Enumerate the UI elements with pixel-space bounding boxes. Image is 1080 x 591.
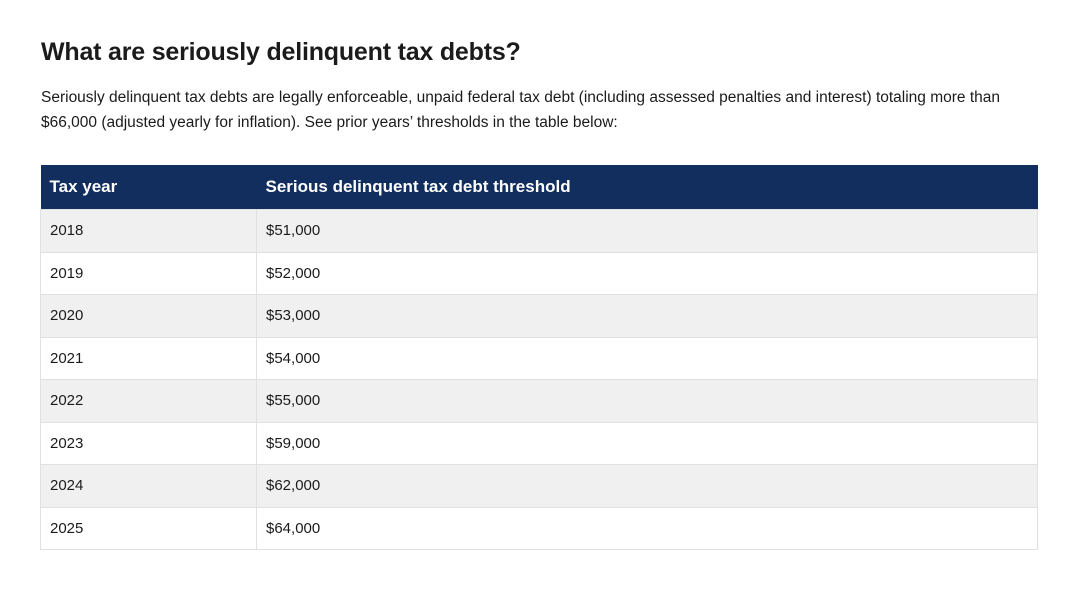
table-row xyxy=(41,422,1038,465)
table-row xyxy=(41,337,1038,380)
table-row xyxy=(41,295,1038,338)
table-row xyxy=(41,380,1038,423)
threshold-cell: $62,000 xyxy=(257,465,1038,508)
table-row xyxy=(41,252,1038,295)
tax-year-cell: 2019 xyxy=(41,252,257,295)
tax-year-cell: 2023 xyxy=(41,422,257,465)
tax-year-cell: 2022 xyxy=(41,380,257,423)
threshold-cell: $52,000 xyxy=(257,252,1038,295)
tax-year-cell: 2024 xyxy=(41,465,257,508)
table-row xyxy=(41,210,1038,253)
intro-paragraph: Seriously delinquent tax debts are legally enforceable, unpaid federal tax debt (including assessed penalties and interest) totaling more than $66,000 (adjusted yearly for inflation). See prior years’ thresholds in the table below: xyxy=(41,89,1001,131)
threshold-cell: $55,000 xyxy=(257,380,1038,423)
threshold-cell: $54,000 xyxy=(257,337,1038,380)
table-header-row xyxy=(41,165,1038,210)
threshold-table xyxy=(40,165,1038,550)
tax-year-cell: 2025 xyxy=(41,507,257,550)
threshold-cell: $51,000 xyxy=(257,210,1038,253)
column-header-tax-year: Tax year xyxy=(41,165,257,210)
table-row xyxy=(41,507,1038,550)
threshold-cell: $59,000 xyxy=(257,422,1038,465)
table-row xyxy=(41,465,1038,508)
page-title: What are seriously delinquent tax debts? xyxy=(41,38,521,66)
column-header-threshold: Serious delinquent tax debt threshold xyxy=(257,165,1038,210)
tax-year-cell: 2018 xyxy=(41,210,257,253)
tax-year-cell: 2020 xyxy=(41,295,257,338)
threshold-cell: $53,000 xyxy=(257,295,1038,338)
threshold-cell: $64,000 xyxy=(257,507,1038,550)
tax-year-cell: 2021 xyxy=(41,337,257,380)
